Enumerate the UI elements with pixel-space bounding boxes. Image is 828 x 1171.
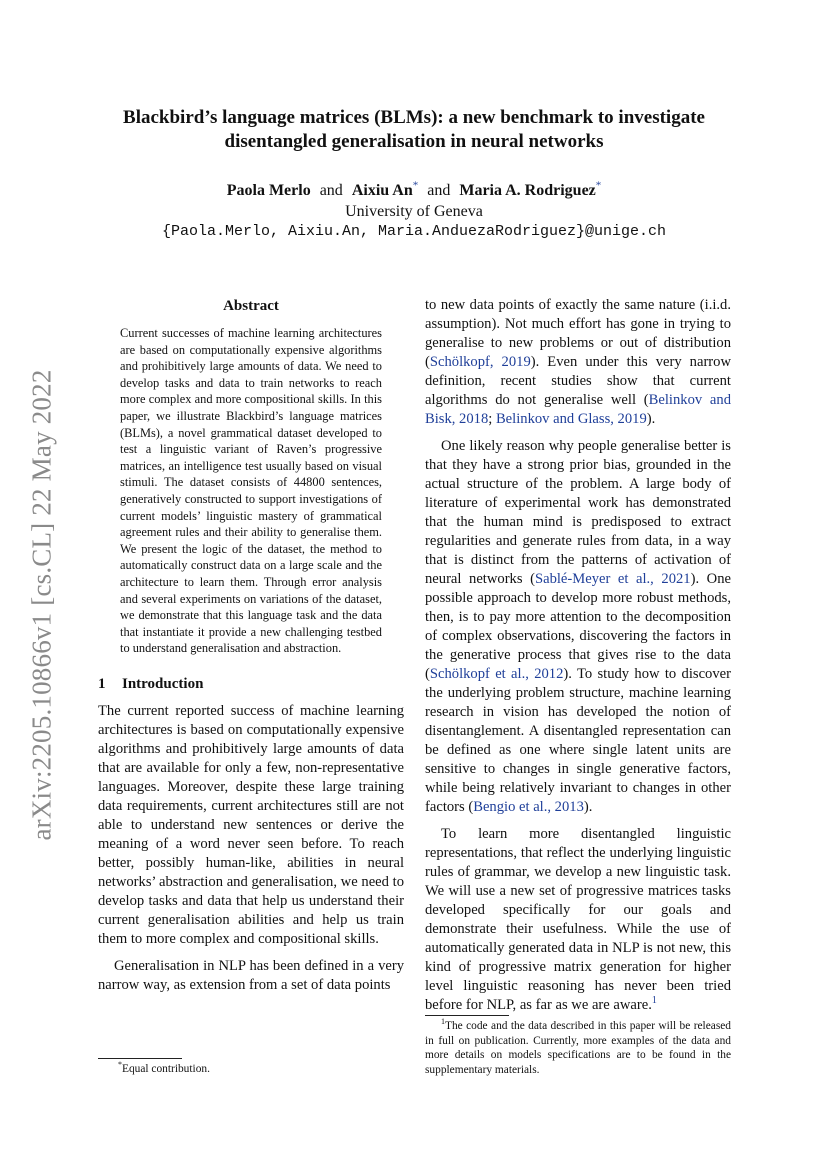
author-separator-2: and xyxy=(427,182,451,199)
paragraph-text: ; xyxy=(488,411,496,427)
footnote-right xyxy=(425,1019,731,1077)
arxiv-identifier-text: arXiv:2205.10866v1 [cs.CL] 22 May 2022 xyxy=(26,369,57,841)
footnote-reference-link[interactable]: 1 xyxy=(651,995,657,1007)
section-heading-introduction xyxy=(98,674,404,694)
intro-paragraph-2: Generalisation in NLP has been defined in a very narrow way, as extension from a set of data points xyxy=(98,957,404,993)
citation-link[interactable]: Belinkov and Glass, 2019 xyxy=(495,411,647,427)
abstract-heading: Abstract xyxy=(223,298,279,314)
footnote-divider-right xyxy=(425,1015,509,1016)
equal-contribution-mark[interactable]: * xyxy=(412,179,419,192)
right-column xyxy=(425,296,731,1015)
equal-contribution-mark[interactable]: * xyxy=(595,179,602,192)
citation-link[interactable]: Schölkopf et al., 2012 xyxy=(429,666,564,682)
author-list xyxy=(90,181,738,201)
paper-title xyxy=(90,106,738,154)
citation-link[interactable]: Schölkopf, 2019 xyxy=(429,354,531,370)
footnote-mark: * xyxy=(118,1060,122,1070)
paragraph-text: One likely reason why people generalise better is that they have a strong prior bias, grounded in the actual structure of the problem. A large body of literature of experimental work has demonstrated that the human mind is predisposed to extract regularities and generate rules from data, in a way that is distinct from the patterns of activation of neural networks ( xyxy=(425,438,731,587)
paragraph-text: ). One possible approach to develop more robust methods, then, is to pay more attention to the decomposition of complex observations, discovering the factors in the generative process that gives rise to the data ( xyxy=(425,571,731,682)
author-affiliation: University of Geneva xyxy=(345,203,483,220)
author-separator-1: and xyxy=(319,182,343,199)
citation-link[interactable]: Belinkov and Bisk, 2018 xyxy=(425,392,732,427)
citation-link[interactable]: Bengio et al., 2013 xyxy=(473,799,584,815)
footnote-text: The code and the data described in this paper will be released in full on publication. Currently, more examples of the data and more details on models specifications are to be found in the supplementary materials. xyxy=(425,1020,731,1076)
title-line-1: Blackbird’s language matrices (BLMs): a new benchmark to investigate xyxy=(123,107,705,128)
paragraph-text: ). xyxy=(646,411,656,427)
right-paragraph-2 xyxy=(425,437,731,817)
section-title: Introduction xyxy=(122,675,204,692)
author-emails: {Paola.Merlo, Aixiu.An, Maria.AnduezaRodriguez}@unige.ch xyxy=(161,223,667,240)
paragraph-text: ). To study how to discover the underlying problem structure, machine learning research in vision has developed the notion of disentanglement. A disentangled representation can be defined as one where single latent units are sensitive to changes in single generative factors, while being relatively invariant to changes in other factors ( xyxy=(425,666,731,815)
abstract-text: Current successes of machine learning architectures are based on computationally expensive algorithms and prohibitively large amounts of data. We need to develop tasks and data to train networks to reach more complex and more compositional skills. In this paper, we illustrate Blackbird’s language matrices (BLMs), a novel grammatical dataset developed to test a linguistic variant of Raven’s progressive matrices, an intelligence test usually based on visual stimuli. The dataset consists of 44800 sentences, generatively constructed to support investigations of current models’ linguistic mastery of grammatical agreement rules and their ability to generalise them. We present the logic of the dataset, the method to automatically construct data on a large scale and the architecture to learn them. Through error analysis and several experiments on variations of the dataset, we demonstrate that this language task and the data that instantiate it provide a new challenging testbed to understand generalisation and abstraction. xyxy=(120,326,382,656)
author-3: Maria A. Rodriguez xyxy=(459,182,596,199)
right-paragraph-1 xyxy=(425,296,731,429)
title-line-2: disentangled generalisation in neural networks xyxy=(224,131,604,152)
paragraph-text: To learn more disentangled linguistic representations, that reflect the underlying linguistic rules of grammar, we develop a new linguistic task. We will use a new set of progressive matrices tasks developed specifically for our goals and demonstrate their usefulness. While the use of automatically generated data in NLP is not new, this kind of progressive matrix generation for higher level linguistic reasoning has never been tried before for NLP, as far as we are aware. xyxy=(425,826,731,1013)
footnote-divider-left xyxy=(98,1058,182,1059)
author-2: Aixiu An xyxy=(351,182,413,199)
footnote-mark: 1 xyxy=(441,1017,445,1027)
arxiv-identifier-stamp xyxy=(25,355,59,855)
paragraph-text: ). Even under this very narrow definition, recent studies show that current algorithms do not generalise well ( xyxy=(425,354,732,408)
paragraph-text: to new data points of exactly the same nature (i.i.d. assumption). Not much effort has gone in trying to generalise to new problems or out of distribution ( xyxy=(425,297,731,370)
left-column xyxy=(98,296,404,995)
author-1: Paola Merlo xyxy=(226,182,311,199)
footnote-left xyxy=(118,1062,404,1077)
citation-link[interactable]: Sablé-Meyer et al., 2021 xyxy=(534,571,691,587)
footnote-text: Equal contribution. xyxy=(122,1063,210,1075)
section-number: 1 xyxy=(98,675,106,692)
paragraph-text: ). xyxy=(583,799,593,815)
right-paragraph-3 xyxy=(425,825,731,1015)
intro-paragraph-1: The current reported success of machine learning architectures is based on computationally expensive algorithms and prohibitively large amounts of data that are available for only a few, non-representative languages. Moreover, despite these large training data requirements, current architectures still are not able to understand new sentences or derive the meaning of a word never seen before. To reach better, possibly human-like, abilities in neural networks’ abstraction and generalisation, we need to develop tasks and data that help us understand their current generalisation abilities and help us train them to more complex and compositional skills. xyxy=(98,702,404,947)
